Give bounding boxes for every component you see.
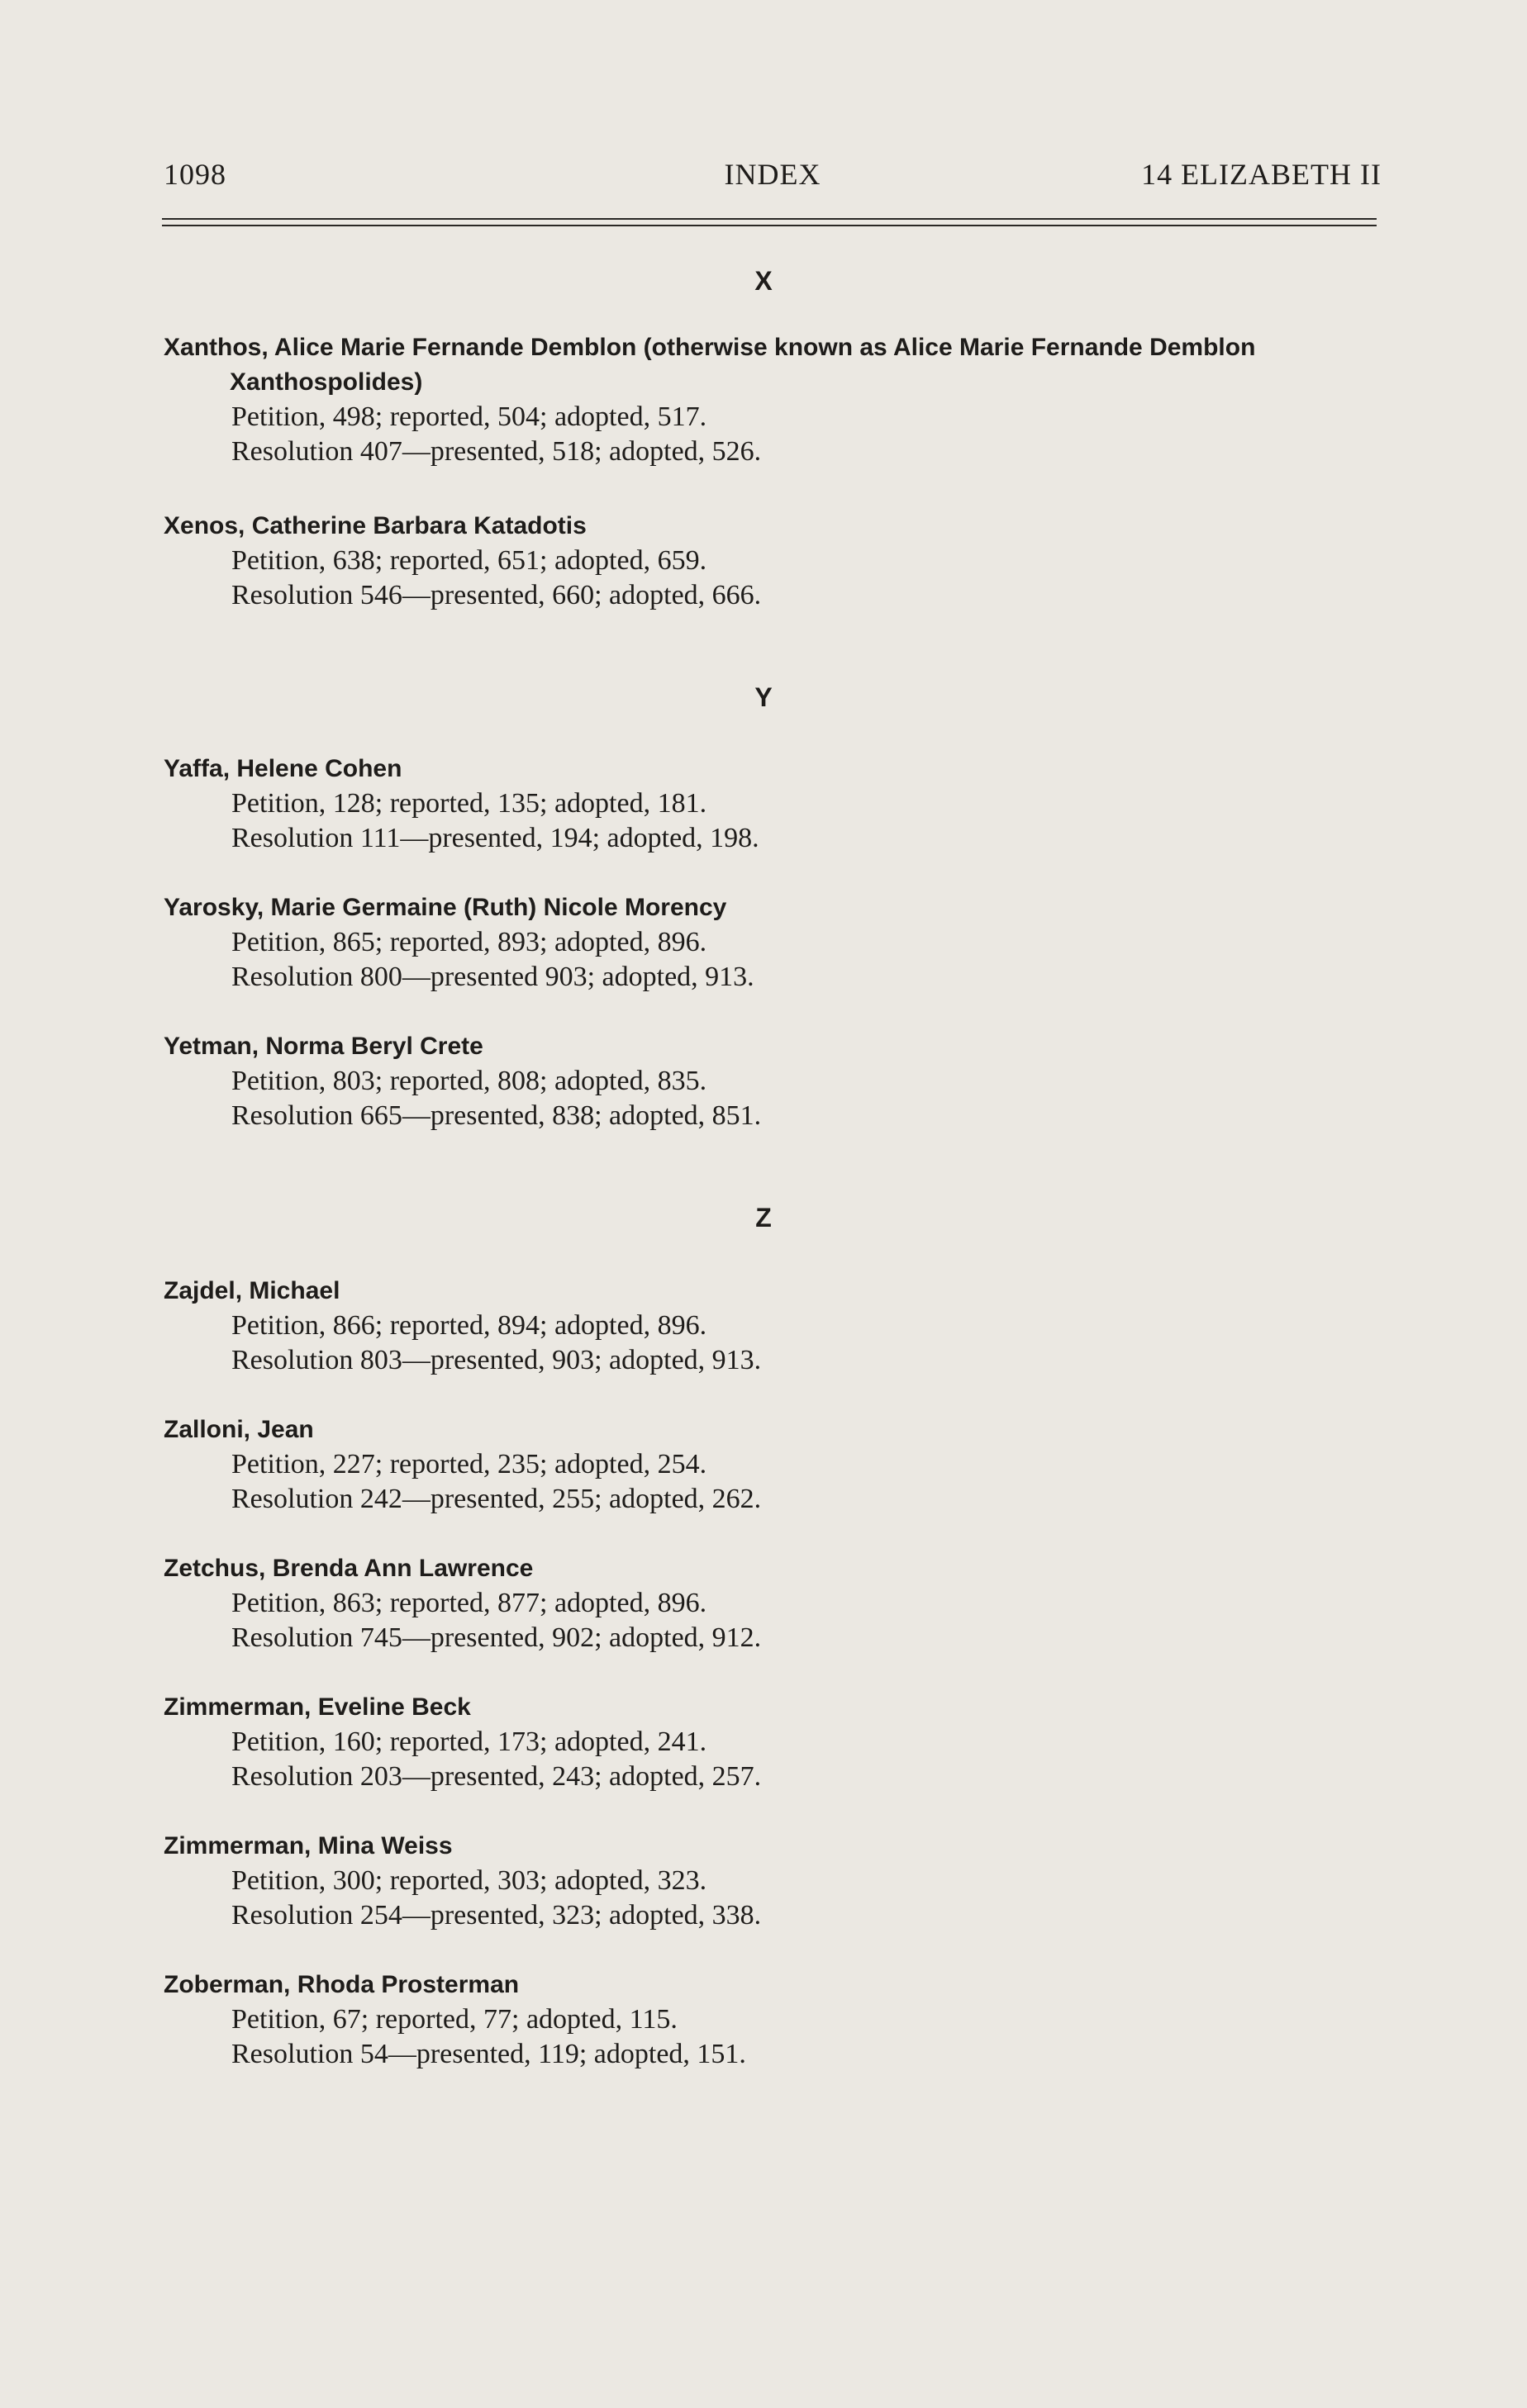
header-rule-bottom (162, 225, 1377, 226)
index-entry (164, 1413, 1387, 1517)
index-entry (164, 1274, 1387, 1378)
entry-name: Zalloni, Jean (164, 1416, 314, 1443)
page-number: 1098 (164, 158, 226, 191)
index-entry (164, 509, 1387, 613)
petition-line: Petition, 227; reported, 235; adopted, 254. (231, 1449, 707, 1479)
entry-name: Zimmerman, Mina Weiss (164, 1832, 453, 1859)
section-letter-x: X (754, 266, 773, 296)
entry-name: Xenos, Catherine Barbara Katadotis (164, 512, 587, 539)
entry-name: Zimmerman, Eveline Beck (164, 1693, 471, 1721)
index-entry (164, 330, 1387, 469)
entry-name: Zetchus, Brenda Ann Lawrence (164, 1555, 534, 1582)
running-title: INDEX (724, 158, 821, 191)
entry-name: Xanthos, Alice Marie Fernande Demblon (otherwise known as Alice Marie Fernande Demblon Xanthospolides) (164, 334, 1256, 396)
entry-name: Yetman, Norma Beryl Crete (164, 1033, 483, 1060)
resolution-line: Resolution 546—presented, 660; adopted, 666. (231, 580, 762, 610)
petition-line: Petition, 866; reported, 894; adopted, 896. (231, 1310, 707, 1341)
index-entry (164, 891, 1387, 995)
resolution-line: Resolution 665—presented, 838; adopted, 851. (231, 1100, 762, 1131)
resolution-line: Resolution 745—presented, 902; adopted, 912. (231, 1622, 762, 1653)
petition-line: Petition, 67; reported, 77; adopted, 115. (231, 2004, 678, 2035)
index-entry (164, 1551, 1387, 1655)
resolution-line: Resolution 254—presented, 323; adopted, 338. (231, 1900, 762, 1931)
running-head (164, 157, 1382, 193)
index-entry (164, 1029, 1387, 1133)
resolution-line: Resolution 803—presented, 903; adopted, 913. (231, 1345, 762, 1375)
resolution-line: Resolution 800—presented 903; adopted, 913. (231, 962, 754, 992)
petition-line: Petition, 865; reported, 893; adopted, 896. (231, 927, 707, 957)
petition-line: Petition, 498; reported, 504; adopted, 517. (231, 401, 707, 432)
resolution-line: Resolution 407—presented, 518; adopted, 526. (231, 436, 762, 467)
index-entry (164, 1690, 1387, 1794)
header-rule-top (162, 218, 1377, 220)
section-letter-y: Y (754, 682, 773, 712)
entry-name: Zajdel, Michael (164, 1277, 340, 1304)
resolution-line: Resolution 54—presented, 119; adopted, 151. (231, 2039, 746, 2069)
resolution-line: Resolution 203—presented, 243; adopted, 257. (231, 1761, 762, 1792)
petition-line: Petition, 300; reported, 303; adopted, 323. (231, 1865, 707, 1896)
index-entry (164, 1968, 1387, 2072)
entry-name: Yarosky, Marie Germaine (Ruth) Nicole Morency (164, 894, 727, 921)
index-entry (164, 1829, 1387, 1933)
petition-line: Petition, 638; reported, 651; adopted, 659. (231, 545, 707, 576)
petition-line: Petition, 160; reported, 173; adopted, 241. (231, 1726, 707, 1757)
entry-name: Yaffa, Helene Cohen (164, 755, 402, 782)
petition-line: Petition, 863; reported, 877; adopted, 896. (231, 1588, 707, 1618)
resolution-line: Resolution 242—presented, 255; adopted, 262. (231, 1484, 762, 1514)
volume-label: 14 ELIZABETH II (1141, 158, 1382, 191)
petition-line: Petition, 803; reported, 808; adopted, 835. (231, 1066, 707, 1096)
section-letter-z: Z (755, 1203, 772, 1232)
entry-name: Zoberman, Rhoda Prosterman (164, 1971, 520, 1998)
resolution-line: Resolution 111—presented, 194; adopted, 198. (231, 823, 759, 853)
petition-line: Petition, 128; reported, 135; adopted, 181. (231, 788, 707, 819)
index-entry (164, 752, 1387, 856)
